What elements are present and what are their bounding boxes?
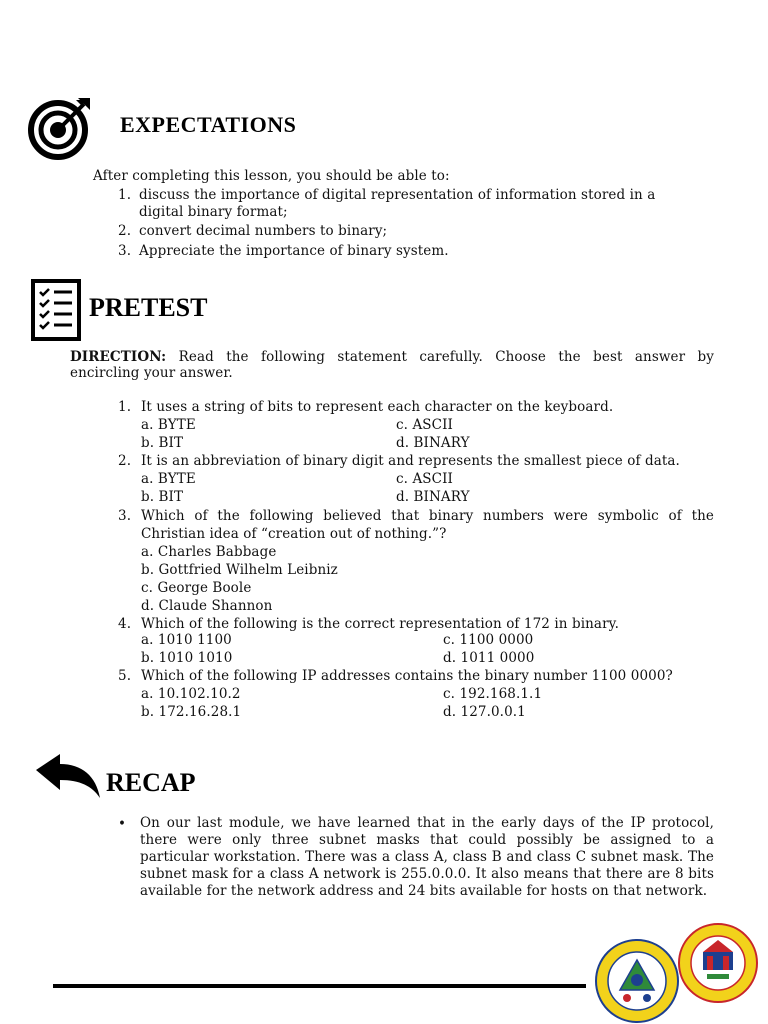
question-text: It uses a string of bits to represent each character on the keyboard. <box>141 399 614 415</box>
question-1 <box>0 398 768 452</box>
question-4 <box>0 615 768 669</box>
recap-bullet: • <box>118 816 127 832</box>
option-b[interactable]: b. Gottfried Wilhelm Leibniz <box>141 562 338 578</box>
recap-title: RECAP <box>106 768 196 797</box>
option-b[interactable]: b. BIT <box>141 435 184 451</box>
question-text: Which of the following is the correct representation of 172 in binary. <box>141 616 619 632</box>
option-a[interactable]: a. BYTE <box>141 417 196 433</box>
option-c[interactable]: c. ASCII <box>396 471 453 487</box>
division-seal-logo <box>594 938 680 1024</box>
item-number: 2. <box>118 223 132 239</box>
option-a[interactable]: a. BYTE <box>141 471 196 487</box>
item-number: 3. <box>118 243 132 259</box>
option-b[interactable]: b. 1010 1010 <box>141 650 233 666</box>
question-number: 4. <box>118 616 132 632</box>
pretest-direction-cont: encircling your answer. <box>70 365 233 381</box>
option-d[interactable]: d. 127.0.0.1 <box>443 704 526 720</box>
question-text: Which of the following believed that binary numbers were symbolic of the Christian idea of “creation out of nothing.”? <box>141 508 714 542</box>
question-number: 3. <box>118 508 132 524</box>
option-b[interactable]: b. 172.16.28.1 <box>141 704 242 720</box>
footer-divider <box>53 984 586 988</box>
option-d[interactable]: d. BINARY <box>396 489 470 505</box>
return-arrow-icon <box>34 752 104 802</box>
question-number: 1. <box>118 399 132 415</box>
item-text: Appreciate the importance of binary system. <box>139 243 449 259</box>
direction-label: DIRECTION: <box>70 349 167 365</box>
target-icon <box>28 96 92 160</box>
option-a[interactable]: a. Charles Babbage <box>141 544 277 560</box>
item-text-cont: digital binary format; <box>139 204 288 220</box>
option-a[interactable]: a. 10.102.10.2 <box>141 686 241 702</box>
question-5 <box>0 667 768 721</box>
item-number: 1. <box>118 187 132 203</box>
option-c[interactable]: c. 192.168.1.1 <box>443 686 543 702</box>
question-text: Which of the following IP addresses contains the binary number 1100 0000? <box>141 668 673 684</box>
pretest-title: PRETEST <box>89 293 208 322</box>
item-text: discuss the importance of digital representation of information stored in a <box>139 187 656 203</box>
question-2 <box>0 452 768 506</box>
recap-paragraph: On our last module, we have learned that in the early days of the IP protocol, there were only three subnet masks that could possibly be assigned to a particular workstation. There was a class A, class B and class C subnet mask. The subnet mask for a class A network is 255.0.0.0. It also means that there are 8 bits available for the network address and 24 bits available for hosts on that network. <box>140 815 714 899</box>
option-a[interactable]: a. 1010 1100 <box>141 632 232 648</box>
question-3 <box>0 507 768 615</box>
question-text: It is an abbreviation of binary digit and represents the smallest piece of data. <box>141 453 680 469</box>
item-text: convert decimal numbers to binary; <box>139 223 388 239</box>
expectations-intro: After completing this lesson, you should be able to: <box>93 168 450 184</box>
option-d[interactable]: d. 1011 0000 <box>443 650 535 666</box>
option-b[interactable]: b. BIT <box>141 489 184 505</box>
question-number: 5. <box>118 668 132 684</box>
school-seal-logo <box>677 922 759 1004</box>
option-c[interactable]: c. 1100 0000 <box>443 632 534 648</box>
checklist-icon <box>30 278 82 342</box>
question-number: 2. <box>118 453 132 469</box>
option-c[interactable]: c. George Boole <box>141 580 252 596</box>
direction-text: Read the following statement carefully. Choose the best answer by <box>166 349 714 365</box>
option-d[interactable]: d. BINARY <box>396 435 470 451</box>
option-c[interactable]: c. ASCII <box>396 417 453 433</box>
option-d[interactable]: d. Claude Shannon <box>141 598 273 614</box>
expectations-title: EXPECTATIONS <box>120 112 297 137</box>
